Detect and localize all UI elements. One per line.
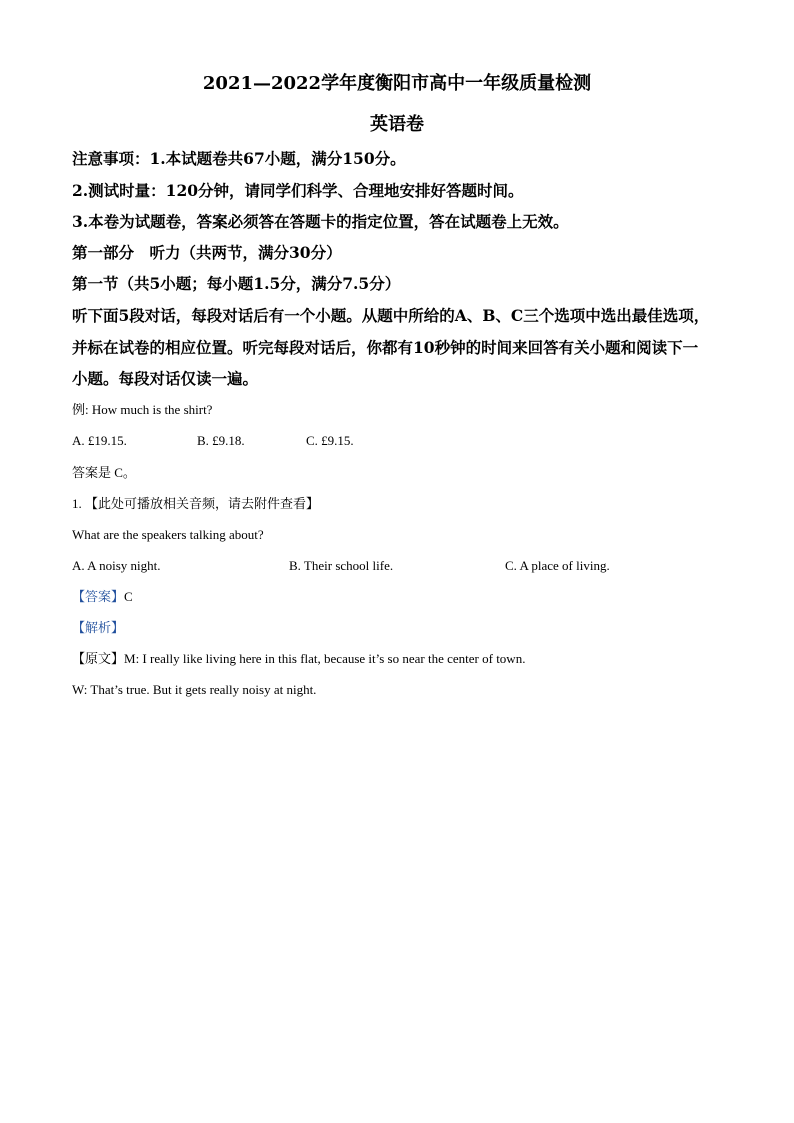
notes-line-1: 注意事项：1.本试题卷共67小题，满分150分。 xyxy=(72,149,406,168)
example-option-b: B. £9.18. xyxy=(197,433,245,448)
q1-option-a: A. A noisy night. xyxy=(72,558,161,573)
dialogue-w: W: That’s true. But it gets really noisy at night. xyxy=(72,682,317,697)
exam-title: 2021—2022学年度衡阳市高中一年级质量检测 xyxy=(202,73,592,94)
q1-answer-line xyxy=(72,588,133,606)
q1-option-c: C. A place of living. xyxy=(505,558,610,573)
section1-heading: 第一节（共5小题；每小题1.5分，满分7.5分） xyxy=(72,274,401,293)
q1-original-line xyxy=(72,650,525,668)
answer-tag: 【答案】 xyxy=(72,589,125,604)
example-question: 例: How much is the shirt? xyxy=(72,402,213,417)
part1-heading: 第一部分 听力（共两节，满分30分） xyxy=(72,243,342,262)
q1-option-b: B. Their school life. xyxy=(289,558,394,573)
q1-analysis-line xyxy=(72,619,124,637)
q1-stem: 1. 【此处可播放相关音频，请去附件查看】 xyxy=(72,496,320,511)
q1-question: What are the speakers talking about? xyxy=(72,527,264,542)
exam-subtitle: 英语卷 xyxy=(370,114,424,135)
example-answer: 答案是 C。 xyxy=(72,465,136,480)
instruction-line-3: 小题。每段对话仅读一遍。 xyxy=(72,369,259,388)
answer-value: C xyxy=(124,589,133,604)
notes-line-2: 2.测试时量：120分钟，请同学们科学、合理地安排好答题时间。 xyxy=(72,181,524,200)
notes-line-3: 3.本卷为试题卷，答案必须答在答题卡的指定位置，答在试题卷上无效。 xyxy=(72,212,569,231)
instruction-line-2: 并标在试卷的相应位置。听完每段对话后，你都有10秒钟的时间来回答有关小题和阅读下一 xyxy=(72,338,699,357)
original-tag: 【原文】 xyxy=(72,651,125,666)
instruction-line-1: 听下面5段对话，每段对话后有一个小题。从题中所给的A、B、C三个选项中选出最佳选项， xyxy=(72,306,710,325)
example-option-c: C. £9.15. xyxy=(306,433,354,448)
dialogue-m: M: I really like living here in this flat, because it’s so near the center of town. xyxy=(124,651,526,666)
analysis-tag: 【解析】 xyxy=(72,620,125,635)
example-option-a: A. £19.15. xyxy=(72,433,127,448)
